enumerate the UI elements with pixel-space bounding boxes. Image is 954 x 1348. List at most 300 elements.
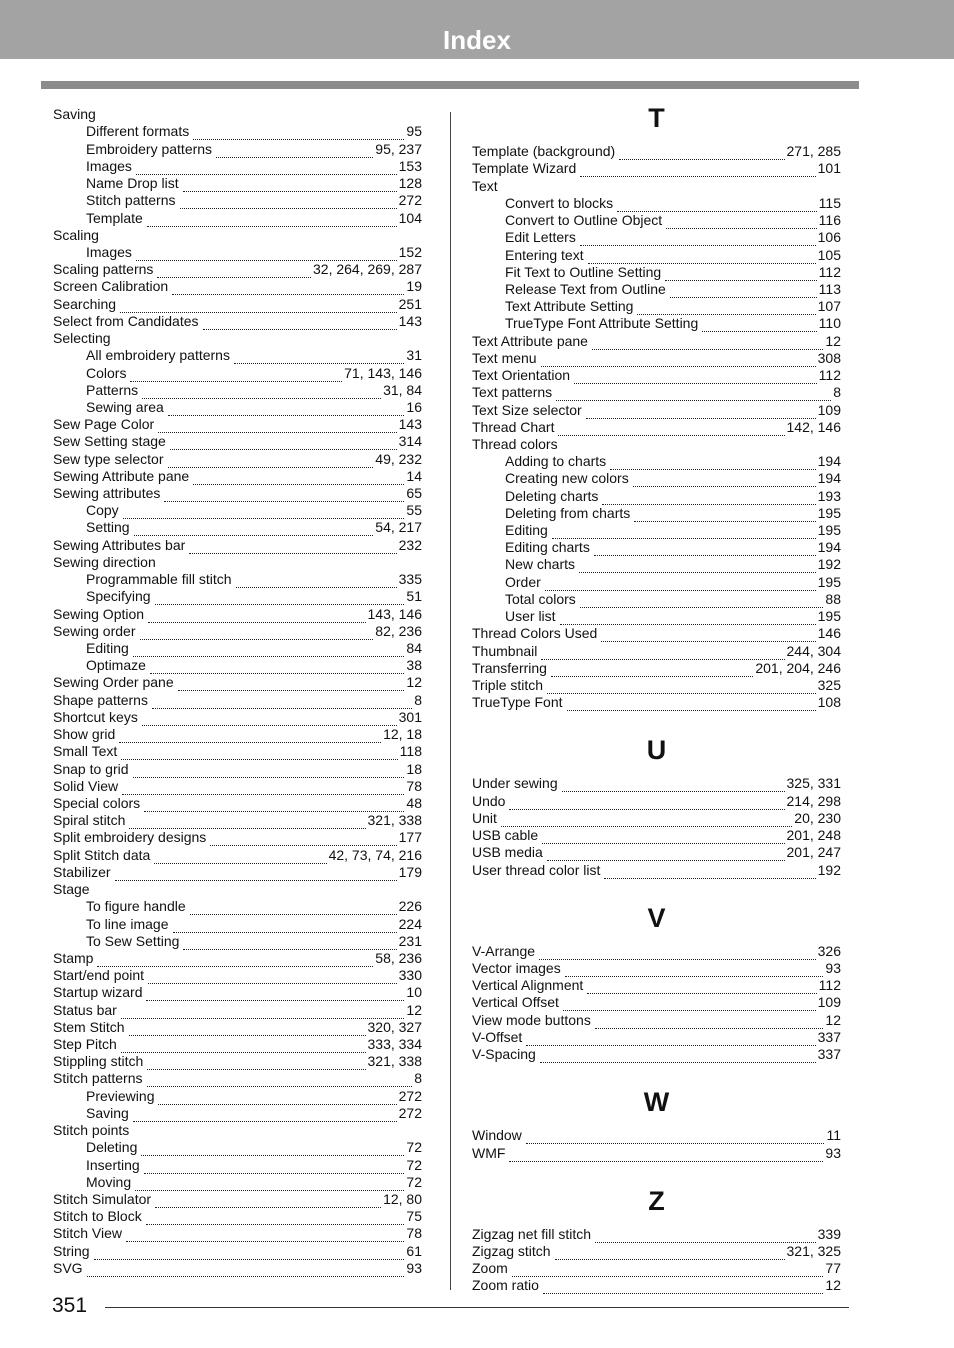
dot-leader xyxy=(173,920,397,933)
dot-leader xyxy=(580,233,816,246)
index-pages: 194 xyxy=(817,539,841,556)
dot-leader xyxy=(560,612,816,625)
index-pages: 321, 338 xyxy=(367,812,422,829)
index-pages: 93 xyxy=(825,1144,841,1161)
index-entry xyxy=(472,384,841,401)
index-term: Optimaze xyxy=(86,657,146,674)
index-term: Edit Letters xyxy=(505,229,576,246)
index-subentry xyxy=(472,539,841,556)
index-term: TrueType Font xyxy=(472,694,563,711)
dot-leader xyxy=(579,560,816,573)
index-term: Screen Calibration xyxy=(53,278,169,295)
index-pages: 8 xyxy=(414,1070,422,1087)
index-subentry xyxy=(53,898,422,915)
index-term: Small Text xyxy=(53,743,118,760)
index-pages: 143 xyxy=(398,416,422,433)
dot-leader xyxy=(193,472,404,485)
index-entry xyxy=(53,881,422,898)
index-subentry xyxy=(53,933,422,950)
index-pages: 335 xyxy=(398,571,422,588)
index-subentry xyxy=(53,571,422,588)
index-term: Copy xyxy=(86,502,119,519)
index-subentry xyxy=(53,175,422,192)
index-term: To figure handle xyxy=(86,898,186,915)
index-pages: 112 xyxy=(818,367,841,384)
index-pages: 194 xyxy=(817,470,841,487)
dot-leader xyxy=(565,964,824,977)
index-pages: 272 xyxy=(398,1087,422,1104)
dot-leader xyxy=(512,1264,824,1277)
index-pages: 72 xyxy=(406,1173,422,1190)
index-term: Different formats xyxy=(86,123,190,140)
index-pages: 143 xyxy=(398,312,422,329)
index-subentry xyxy=(472,522,841,539)
index-term: Sewing order xyxy=(53,622,136,639)
index-entry xyxy=(472,810,841,827)
index-term: USB cable xyxy=(472,827,539,844)
dot-leader xyxy=(121,747,397,760)
index-pages: 326 xyxy=(817,942,841,959)
index-pages: 20, 230 xyxy=(794,809,841,826)
index-pages: 153 xyxy=(398,157,422,174)
dot-leader xyxy=(542,831,784,844)
index-term: Stitch Simulator xyxy=(53,1191,152,1207)
index-pages: 104 xyxy=(398,209,422,226)
index-entry xyxy=(53,743,422,760)
index-pages: 142, 146 xyxy=(786,418,841,435)
dot-leader xyxy=(216,145,373,158)
index-term: Name Drop list xyxy=(86,175,179,192)
index-pages: 12, 80 xyxy=(383,1191,422,1207)
index-pages: 82, 236 xyxy=(375,622,422,639)
index-entry xyxy=(472,436,841,453)
index-subentry xyxy=(53,657,422,674)
index-term: New charts xyxy=(505,556,576,573)
index-pages: 19 xyxy=(406,278,422,295)
index-entry xyxy=(472,642,841,659)
index-term: TrueType Font Attribute Setting xyxy=(505,315,699,332)
index-pages: 48 xyxy=(406,794,422,811)
dot-leader xyxy=(170,437,397,450)
dot-leader xyxy=(567,698,816,711)
index-entry xyxy=(53,1019,422,1036)
index-term: Vector images xyxy=(472,959,561,976)
index-term: Special colors xyxy=(53,794,141,811)
index-entry xyxy=(472,844,841,861)
index-entry xyxy=(472,1226,841,1243)
index-term: Stamp xyxy=(53,949,94,966)
index-subentry xyxy=(472,212,841,229)
index-subentry xyxy=(53,502,422,519)
column-divider xyxy=(450,112,451,1290)
index-pages: 75 xyxy=(406,1208,422,1225)
index-pages: 12 xyxy=(825,332,841,349)
dot-leader xyxy=(158,1092,396,1105)
dot-leader xyxy=(552,526,816,539)
index-entry xyxy=(472,1243,841,1260)
index-term: Previewing xyxy=(86,1087,155,1104)
dot-leader xyxy=(134,523,374,536)
index-pages: 12 xyxy=(825,1277,841,1294)
index-term: Convert to blocks xyxy=(505,194,614,211)
dot-leader xyxy=(183,937,396,950)
index-term: Template (background) xyxy=(472,143,616,160)
index-pages: 118 xyxy=(399,743,422,760)
index-entry xyxy=(472,401,841,418)
index-pages: 314 xyxy=(398,433,422,450)
dot-leader xyxy=(580,595,824,608)
index-term: Show grid xyxy=(53,726,116,743)
dot-leader xyxy=(190,902,397,915)
index-subentry xyxy=(472,608,841,625)
dot-leader xyxy=(634,509,815,522)
index-term: Zoom xyxy=(472,1260,508,1277)
index-pages: 38 xyxy=(406,657,422,674)
index-term: Adding to charts xyxy=(505,453,607,470)
index-entry xyxy=(472,177,841,194)
index-term: Split embroidery designs xyxy=(53,829,207,846)
index-term: Start/end point xyxy=(53,967,145,984)
index-term: Entering text xyxy=(505,246,584,263)
index-entry xyxy=(53,313,422,330)
dot-leader xyxy=(147,214,397,227)
index-pages: 55 xyxy=(406,502,422,519)
index-term: Stage xyxy=(53,881,90,898)
index-term: V-Spacing xyxy=(472,1046,536,1063)
index-entry xyxy=(472,367,841,384)
index-pages: 201, 248 xyxy=(786,827,841,844)
index-pages: 12 xyxy=(406,1001,422,1018)
index-subentry xyxy=(53,158,422,175)
dot-leader xyxy=(592,337,823,350)
index-pages: 224 xyxy=(398,915,422,932)
index-term: Stem Stitch xyxy=(53,1018,125,1035)
index-term: Split Stitch data xyxy=(53,846,151,863)
index-pages: 152 xyxy=(398,243,422,260)
index-pages: 12 xyxy=(825,1011,841,1028)
index-pages: 31 xyxy=(406,347,422,364)
index-term: Thread colors xyxy=(472,435,558,452)
index-subentry xyxy=(53,915,422,932)
dot-leader xyxy=(155,1195,381,1208)
dot-leader xyxy=(140,627,374,640)
dot-leader xyxy=(637,302,815,315)
dot-leader xyxy=(133,644,405,657)
index-term: WMF xyxy=(472,1144,506,1161)
dot-leader xyxy=(547,681,816,694)
index-entry xyxy=(53,967,422,984)
index-pages: 77 xyxy=(825,1260,841,1277)
index-pages: 95 xyxy=(406,123,422,140)
index-term: Inserting xyxy=(86,1156,140,1173)
index-entry xyxy=(53,691,422,708)
index-entry xyxy=(472,977,841,994)
dot-leader xyxy=(602,492,815,505)
section-letter: U xyxy=(646,735,667,766)
index-pages: 106 xyxy=(817,229,841,246)
index-pages: 201, 247 xyxy=(786,844,841,861)
dot-leader xyxy=(666,216,816,229)
index-subentry xyxy=(53,399,422,416)
index-term: Template Wizard xyxy=(472,160,577,177)
index-term: Sewing area xyxy=(86,398,164,415)
index-pages: 93 xyxy=(406,1259,422,1276)
section-letter: T xyxy=(648,103,665,133)
index-term: Text Attribute pane xyxy=(472,332,588,349)
dot-leader xyxy=(526,1131,825,1144)
index-pages: 31, 84 xyxy=(383,381,422,398)
index-term: Saving xyxy=(86,1104,129,1121)
index-entry xyxy=(53,1225,422,1242)
index-pages: 54, 217 xyxy=(375,519,422,536)
index-entry xyxy=(472,1144,841,1161)
index-pages: 193 xyxy=(817,487,841,504)
index-subentry xyxy=(53,1139,422,1156)
dot-leader xyxy=(563,998,816,1011)
index-term: Text Orientation xyxy=(472,367,571,384)
index-pages: 32, 264, 269, 287 xyxy=(313,261,422,278)
index-term: Total colors xyxy=(505,590,576,607)
index-term: Stippling stitch xyxy=(53,1053,144,1070)
dot-leader xyxy=(702,319,816,332)
index-term: All embroidery patterns xyxy=(86,347,230,364)
dot-leader xyxy=(234,351,404,364)
index-entry xyxy=(472,677,841,694)
index-entry xyxy=(472,160,841,177)
dot-leader xyxy=(556,388,831,401)
dot-leader xyxy=(509,797,784,810)
index-entry xyxy=(53,846,422,863)
index-subentry xyxy=(53,192,422,209)
dot-leader xyxy=(604,866,815,879)
index-entry xyxy=(472,660,841,677)
section-letter: Z xyxy=(648,1185,665,1216)
index-pages: 320, 327 xyxy=(367,1018,422,1035)
index-pages: 107 xyxy=(817,298,841,315)
index-pages: 115 xyxy=(818,194,841,211)
dot-leader xyxy=(541,647,784,660)
index-term: Transferring xyxy=(472,659,547,676)
dot-leader xyxy=(551,664,753,677)
index-pages: 301 xyxy=(398,708,422,725)
dot-leader xyxy=(129,1023,366,1036)
index-pages: 195 xyxy=(817,608,841,625)
index-subentry xyxy=(472,195,841,212)
dot-leader xyxy=(126,1229,404,1242)
index-entry xyxy=(53,984,422,1001)
index-entry xyxy=(53,674,422,691)
dot-leader xyxy=(183,179,397,192)
dot-leader xyxy=(94,1247,405,1260)
index-pages: 51 xyxy=(406,588,422,605)
index-pages: 179 xyxy=(398,863,422,880)
index-pages: 272 xyxy=(398,1104,422,1121)
index-term: Convert to Outline Object xyxy=(505,212,663,229)
dot-leader xyxy=(147,1057,365,1070)
index-subentry xyxy=(53,1174,422,1191)
index-pages: 116 xyxy=(818,212,841,229)
dot-leader xyxy=(115,868,397,881)
dot-leader xyxy=(670,285,817,298)
index-entry xyxy=(53,450,422,467)
dot-leader xyxy=(562,779,785,792)
dot-leader xyxy=(574,371,817,384)
dot-leader xyxy=(203,317,397,330)
index-entry xyxy=(472,1029,841,1046)
index-entry xyxy=(53,829,422,846)
index-subentry xyxy=(472,453,841,470)
index-entry xyxy=(472,861,841,878)
index-term: Vertical Offset xyxy=(472,994,559,1011)
index-entry xyxy=(53,1122,422,1139)
dot-leader xyxy=(133,1109,397,1122)
index-entry xyxy=(472,943,841,960)
index-pages: 226 xyxy=(398,898,422,915)
index-subentry xyxy=(53,1156,422,1173)
index-entry xyxy=(53,468,422,485)
index-pages: 321, 338 xyxy=(367,1053,422,1070)
dot-leader xyxy=(210,833,396,846)
index-pages: 71, 143, 146 xyxy=(344,364,422,381)
index-entry xyxy=(53,950,422,967)
index-subentry xyxy=(472,264,841,281)
index-pages: 177 xyxy=(398,829,422,846)
index-subentry xyxy=(472,591,841,608)
index-term: Scaling patterns xyxy=(53,261,154,278)
index-section xyxy=(472,1087,841,1161)
index-entry xyxy=(53,433,422,450)
dot-leader xyxy=(633,474,816,487)
index-term: Thumbnail xyxy=(472,642,538,659)
dot-leader xyxy=(547,848,785,861)
index-subentry xyxy=(53,244,422,261)
dot-leader xyxy=(136,162,397,175)
index-pages: 11 xyxy=(826,1127,841,1144)
index-entry xyxy=(472,419,841,436)
dot-leader xyxy=(617,199,817,212)
index-entry xyxy=(53,261,422,278)
page-title: Index xyxy=(443,25,511,55)
dot-leader xyxy=(539,947,816,960)
index-entry xyxy=(472,775,841,792)
index-entry xyxy=(53,106,422,123)
index-entry xyxy=(53,726,422,743)
index-pages: 49, 232 xyxy=(375,450,422,467)
index-term: Sewing Option xyxy=(53,605,145,622)
dot-leader xyxy=(121,1040,366,1053)
dot-leader xyxy=(148,610,365,623)
index-term: Deleting charts xyxy=(505,487,599,504)
dot-leader xyxy=(541,354,816,367)
dot-leader xyxy=(135,1178,404,1191)
dot-leader xyxy=(580,164,815,177)
index-term: Text Size selector xyxy=(472,401,582,418)
dot-leader xyxy=(168,403,405,416)
index-pages: 271, 285 xyxy=(786,143,841,160)
dot-leader xyxy=(558,423,784,436)
dot-leader xyxy=(543,1281,824,1294)
index-entry xyxy=(53,778,422,795)
index-term: Order xyxy=(505,573,541,590)
index-subentry xyxy=(53,347,422,364)
dot-leader xyxy=(545,578,816,591)
index-term: Text menu xyxy=(472,349,537,366)
index-entry xyxy=(53,536,422,553)
index-pages: 192 xyxy=(817,861,841,878)
index-subentry xyxy=(472,505,841,522)
index-term: Snap to grid xyxy=(53,760,129,777)
index-pages: 65 xyxy=(406,485,422,502)
index-term: Undo xyxy=(472,792,506,809)
index-term: Moving xyxy=(86,1173,132,1190)
index-pages: 112 xyxy=(818,263,841,280)
index-term: V-Arrange xyxy=(472,942,536,959)
dot-leader xyxy=(588,251,816,264)
index-subentry xyxy=(53,640,422,657)
index-pages: 14 xyxy=(406,467,422,484)
index-pages: 330 xyxy=(398,967,422,984)
page-number: 351 xyxy=(52,1294,88,1317)
index-term: Sewing Attributes bar xyxy=(53,536,186,553)
index-term: Text Attribute Setting xyxy=(505,298,634,315)
index-term: Status bar xyxy=(53,1001,117,1018)
index-term: Zoom ratio xyxy=(472,1277,539,1294)
index-entry xyxy=(53,330,422,347)
index-term: Deleting xyxy=(86,1139,138,1156)
index-term: Deleting from charts xyxy=(505,504,631,521)
dot-leader xyxy=(141,1143,404,1156)
index-pages: 325 xyxy=(817,677,841,693)
index-pages: 108 xyxy=(817,694,841,711)
dot-leader xyxy=(120,300,397,313)
index-pages: 101 xyxy=(817,160,841,177)
index-subentry xyxy=(472,573,841,590)
index-term: Triple stitch xyxy=(472,677,544,693)
index-entry xyxy=(53,1070,422,1087)
index-pages: 109 xyxy=(817,401,841,418)
index-entry xyxy=(53,812,422,829)
dot-leader xyxy=(172,282,404,295)
dot-leader xyxy=(540,1050,816,1063)
index-subentry xyxy=(472,487,841,504)
index-pages: 113 xyxy=(818,280,841,297)
index-term: Window xyxy=(472,1127,522,1144)
index-subentry xyxy=(53,519,422,536)
index-pages: 84 xyxy=(406,640,422,656)
index-pages: 110 xyxy=(818,315,841,332)
dot-leader xyxy=(146,988,404,1001)
index-term: Stitch View xyxy=(53,1225,122,1242)
index-pages: 143, 146 xyxy=(367,605,422,622)
index-pages: 194 xyxy=(817,453,841,470)
dot-leader xyxy=(595,1016,824,1029)
index-term: Stitch patterns xyxy=(86,192,176,209)
index-subentry xyxy=(472,298,841,315)
index-pages: 93 xyxy=(825,959,841,976)
index-subentry xyxy=(53,209,422,226)
index-entry xyxy=(472,1260,841,1277)
dot-leader xyxy=(142,713,397,726)
index-subentry xyxy=(53,123,422,140)
index-pages: 337 xyxy=(817,1046,841,1063)
index-term: Images xyxy=(86,243,132,260)
index-pages: 18 xyxy=(406,760,422,777)
dot-leader xyxy=(144,799,404,812)
dot-leader xyxy=(601,629,815,642)
index-term: Setting xyxy=(86,519,130,536)
index-term: USB media xyxy=(472,844,543,861)
index-term: Unit xyxy=(472,809,497,826)
